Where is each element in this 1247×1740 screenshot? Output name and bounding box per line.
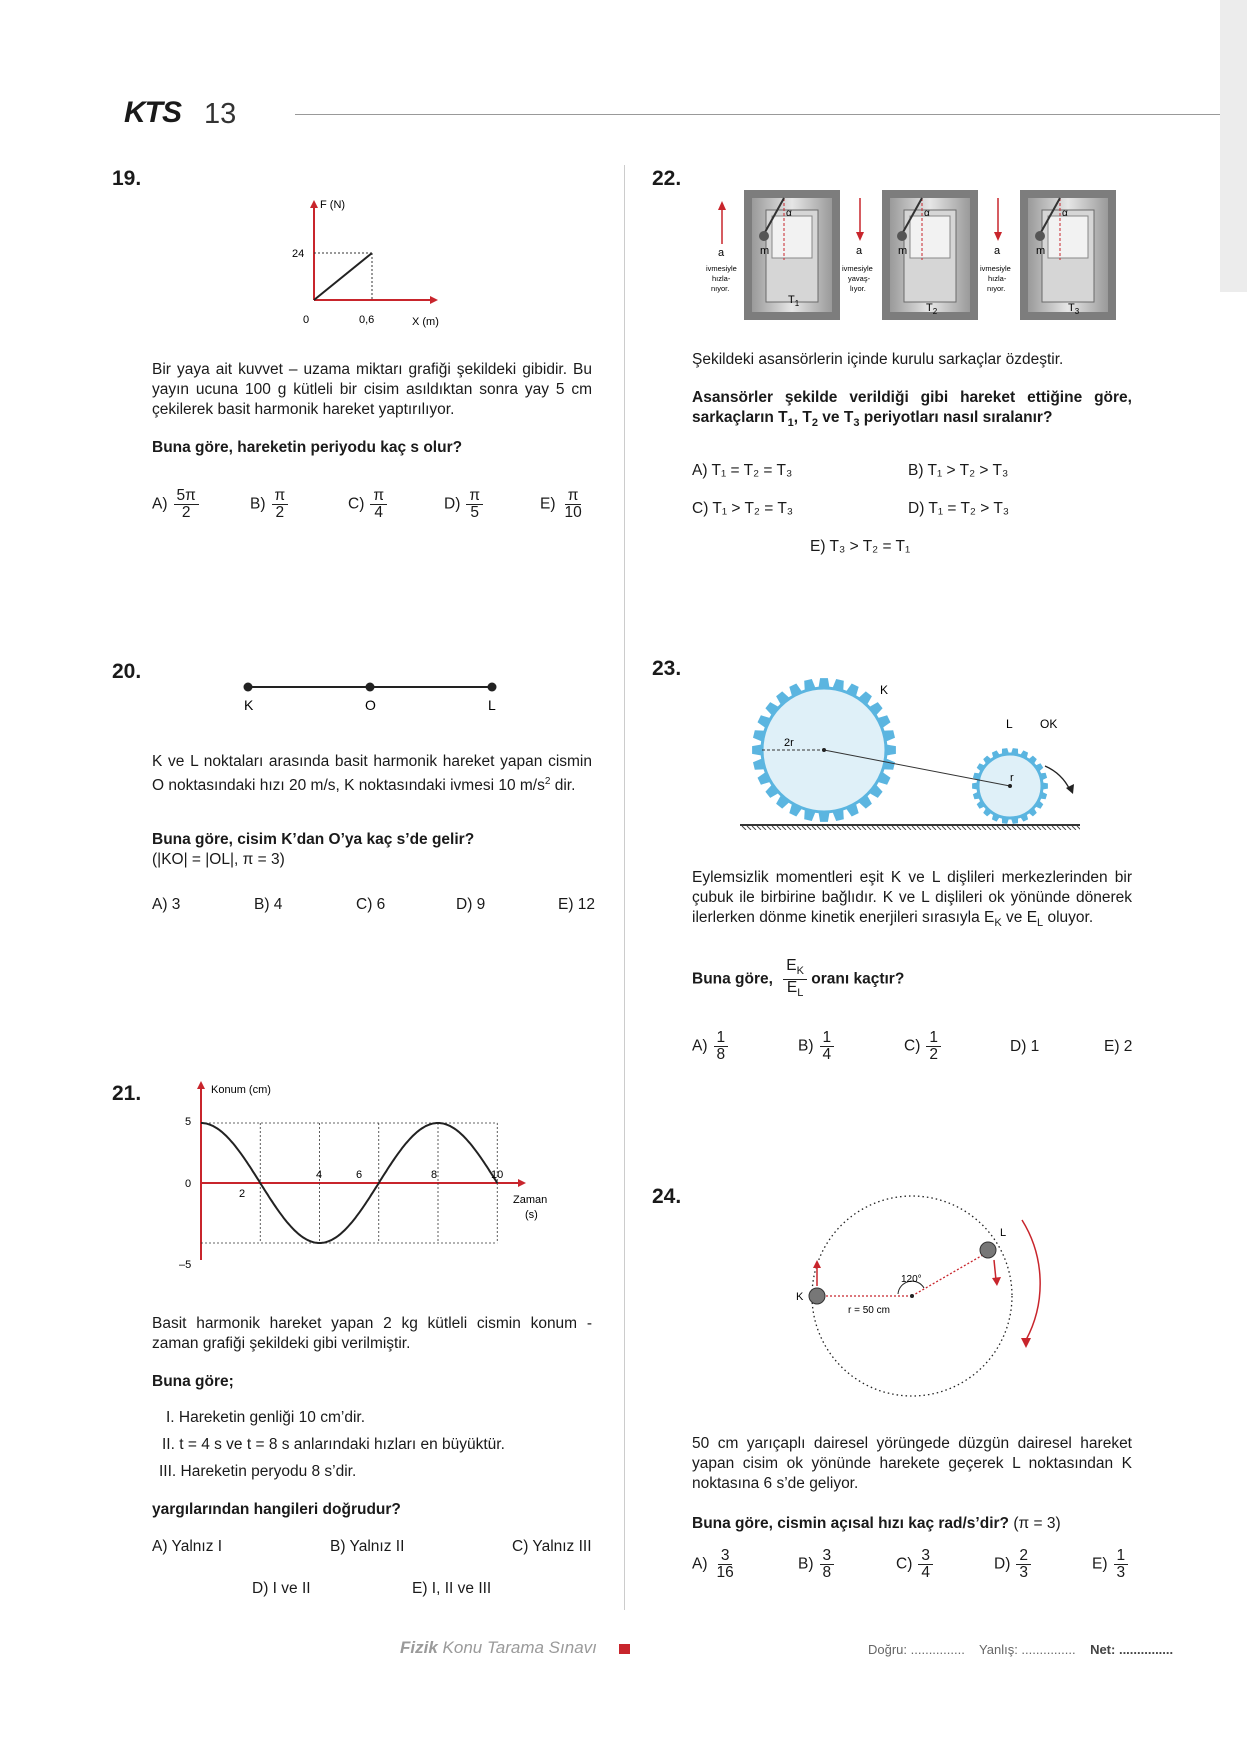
x-tick-2: 2 <box>239 1188 246 1200</box>
brand-logo: KTS <box>124 96 181 129</box>
question-number: 24. <box>652 1185 682 1208</box>
question-text: Şekildeki asansörlerin içinde kurulu sarkaçlar özdeştir. <box>692 351 1064 368</box>
hatch-line <box>757 826 761 830</box>
hatch-line <box>942 826 946 830</box>
point-k-label: K <box>244 697 254 713</box>
angle-label: 120° <box>901 1274 922 1285</box>
hatch-line <box>922 826 926 830</box>
column-divider <box>624 165 625 1610</box>
score-fields <box>868 1642 1173 1657</box>
hatch-line <box>852 826 856 830</box>
y-axis-label: F (N) <box>320 199 346 211</box>
hatch-line <box>892 826 896 830</box>
hatch-line <box>1047 826 1051 830</box>
elevators-figure <box>700 184 1140 324</box>
hatch-line <box>1072 826 1076 830</box>
option-e[interactable]: E) $\frac{1}{3}$ <box>1092 1548 1128 1581</box>
radius-k-label: 2r <box>784 737 794 749</box>
caption-1a: ivmesiyle <box>706 264 737 273</box>
options-q20 <box>152 896 596 918</box>
hatch-line <box>807 826 811 830</box>
option-c[interactable]: C) $\frac{\pi}{4}$ <box>348 488 387 521</box>
option-c[interactable]: C) 6 <box>356 896 386 913</box>
ok-label: OK <box>1040 717 1058 731</box>
hatch-line <box>862 826 866 830</box>
hatch-line <box>1027 826 1031 830</box>
question-text: Bir yaya ait kuvvet – uzama miktarı grafiği şekildeki gibidir. Bu yayın ucuna 100 g kütleli bir cisim asıldıktan sonra yay 5 cm çekilerek basit harmonik hareket yaptırılıyor. <box>152 361 592 418</box>
hatch-line <box>847 826 851 830</box>
hatch-line <box>827 826 831 830</box>
y-tick-neg5: –5 <box>179 1259 192 1271</box>
question-prompt: Buna göre, cisim K’dan O’ya kaç s’de gelir? <box>152 831 475 848</box>
accel-label-1: a <box>718 247 725 259</box>
footer-title: Fizik Konu Tarama Sınavı <box>400 1638 597 1657</box>
hatch-line <box>772 826 776 830</box>
period-label-3: $T_3$ <box>1068 302 1080 316</box>
hatch-line <box>837 826 841 830</box>
hatch-line <box>1067 826 1071 830</box>
option-a[interactable]: A) Yalnız I <box>152 1538 223 1555</box>
mass-label: m <box>760 245 770 257</box>
hatch-line <box>762 826 766 830</box>
hatch-line <box>747 826 751 830</box>
force-extension-graph <box>270 190 470 330</box>
hatch-line <box>797 826 801 830</box>
point-l-label: L <box>488 697 496 713</box>
x-tick-8: 8 <box>431 1169 438 1181</box>
hatch-line <box>947 826 951 830</box>
hatch-line <box>787 826 791 830</box>
statement-2: II. t = 4 s ve t = 8 s anlarındaki hızları en büyüktür. <box>162 1436 505 1453</box>
hatch-line <box>857 826 861 830</box>
angle-label: α <box>1062 208 1068 219</box>
caption-1c: nıyor. <box>711 284 730 293</box>
hatch-line <box>997 826 1001 830</box>
hatch-line <box>752 826 756 830</box>
x-axis-unit: (s) <box>525 1209 538 1221</box>
hatch-line <box>1022 826 1026 830</box>
hatch-line <box>832 826 836 830</box>
caption-3c: nıyor. <box>987 284 1006 293</box>
option-e[interactable]: E) 2 <box>1104 1038 1133 1055</box>
hatch-line <box>822 826 826 830</box>
mass-label: m <box>1036 245 1046 257</box>
elevator-1 <box>744 190 840 320</box>
wrong-field[interactable]: Yanlış: ............... <box>979 1642 1076 1657</box>
question-note: (|KO| = |OL|, π = 3) <box>152 851 285 868</box>
hatch-line <box>1077 826 1080 830</box>
hatch-line <box>987 826 991 830</box>
question-prompt: Asansörler şekilde verildiği gibi hareket ettiğine göre, sarkaçların $T_1$, $T_2$ ve $T_3$ periyotları nasıl sıralanır? <box>692 389 1132 430</box>
hatch-line <box>882 826 886 830</box>
hatch-line <box>1017 826 1021 830</box>
caption-3a: ivmesiyle <box>980 264 1011 273</box>
x-tick-6: 6 <box>356 1169 363 1181</box>
question-lead: Buna göre; <box>152 1373 234 1390</box>
hatch-line <box>867 826 871 830</box>
option-a[interactable]: A) $\frac{1}{8}$ <box>692 1030 728 1063</box>
hatch-line <box>812 826 816 830</box>
option-b[interactable]: B) $\frac{1}{4}$ <box>798 1030 834 1063</box>
option-d[interactable]: D) 9 <box>456 896 486 913</box>
option-e[interactable]: E) 12 <box>558 896 596 913</box>
point-k-label: K <box>796 1291 804 1303</box>
hatch-line <box>952 826 956 830</box>
period-label-1: $T_1$ <box>788 294 800 308</box>
side-tab <box>1220 0 1247 292</box>
hatch-line <box>1007 826 1011 830</box>
page-number: 13 <box>204 98 237 130</box>
hatch-line <box>777 826 781 830</box>
question-text: Basit harmonik hareket yapan 2 kg kütleli cismin konum - zaman grafiği şekildeki gibi verilmiştir. <box>152 1315 592 1352</box>
question-prompt: yargılarından hangileri doğrudur? <box>152 1501 401 1518</box>
question-number: 21. <box>112 1082 142 1105</box>
x-axis-label: Zaman <box>513 1194 548 1206</box>
option-d[interactable]: D) $\frac{\pi}{5}$ <box>444 488 483 521</box>
question-text: Eylemsizlik momentleri eşit K ve L dişlileri merkezlerinden bir çubuk ile birbirine bağlıdır. K ve L dişlileri ok yönünde dönerek ilerlerken dönme kinetik enerjileri sırasıyla $E_K$ ve $E_L$ oluyor. <box>692 869 1132 930</box>
angle-label: α <box>786 208 792 219</box>
hatch-line <box>792 826 796 830</box>
option-c[interactable]: C) $\frac{1}{2}$ <box>904 1030 941 1063</box>
question-text: K ve L noktaları arasında basit harmonik hareket yapan cismin O noktasındaki hızı 20 m/s, K noktasındaki ivmesi 10 $m/s^2$ dir. <box>152 753 592 795</box>
hatch-line <box>897 826 901 830</box>
question-number: 22. <box>652 167 682 190</box>
option-d[interactable]: D) I ve II <box>252 1580 311 1597</box>
hatch-line <box>767 826 771 830</box>
caption-2b: yavaş- <box>848 274 871 283</box>
option-d[interactable]: D) T₁ = T₂ > T₃ <box>908 500 1010 517</box>
option-b[interactable]: B) $\frac{\pi}{2}$ <box>250 488 288 521</box>
statement-3: III. Hareketin peryodu 8 s’dir. <box>159 1463 357 1480</box>
question-number: 23. <box>652 657 682 680</box>
point-o-label: O <box>365 697 376 713</box>
ground-hatch <box>742 826 1080 830</box>
elevator-3 <box>1020 190 1116 320</box>
option-b[interactable]: B) 4 <box>254 896 283 913</box>
hatch-line <box>742 826 746 830</box>
x-tick-4: 4 <box>316 1169 323 1181</box>
radius-label: r = 50 cm <box>848 1305 890 1316</box>
hatch-line <box>907 826 911 830</box>
question-prompt: Buna göre, hareketin periyodu kaç s olur? <box>152 439 463 456</box>
gears-figure <box>740 670 1080 830</box>
option-d[interactable]: D) $\frac{2}{3}$ <box>994 1548 1031 1581</box>
hatch-line <box>972 826 976 830</box>
statement-1: I. Hareketin genliği 10 cm’dir. <box>166 1409 366 1426</box>
hatch-line <box>1062 826 1066 830</box>
hatch-line <box>917 826 921 830</box>
hatch-line <box>962 826 966 830</box>
circular-orbit-figure <box>790 1190 1090 1410</box>
hatch-line <box>1012 826 1016 830</box>
y-tick-label: 24 <box>292 248 305 260</box>
option-a[interactable]: A) T₁ = T₂ = T₃ <box>692 462 793 479</box>
gear-l-label: L <box>1006 717 1013 731</box>
option-c[interactable]: C) T₁ > T₂ = T₃ <box>692 500 794 517</box>
hatch-line <box>1002 826 1006 830</box>
kol-line-figure <box>230 675 510 715</box>
accel-label-2: a <box>856 245 863 257</box>
x-tick-10: 10 <box>491 1169 504 1181</box>
correct-field[interactable]: Doğru: ............... <box>868 1642 965 1657</box>
elevator-2 <box>882 190 978 320</box>
options-q23 <box>692 1030 1132 1070</box>
hatch-line <box>912 826 916 830</box>
x-axis-label: X (m) <box>412 316 439 328</box>
option-a[interactable]: A) $\frac{3}{16}$ <box>692 1547 734 1581</box>
options-q24 <box>692 1548 1132 1588</box>
hatch-line <box>872 826 876 830</box>
option-b[interactable]: B) $\frac{3}{8}$ <box>798 1548 834 1581</box>
x-tick-label: 0,6 <box>359 314 375 326</box>
hatch-line <box>932 826 936 830</box>
header-rule <box>295 114 1220 115</box>
y-tick-0: 0 <box>185 1178 192 1190</box>
hatch-line <box>1042 826 1046 830</box>
period-label-2: $T_2$ <box>926 302 938 316</box>
hatch-line <box>1057 826 1061 830</box>
accel-label-3: a <box>994 245 1001 257</box>
hatch-line <box>817 826 821 830</box>
hatch-line <box>782 826 786 830</box>
option-b[interactable]: B) Yalnız II <box>330 1538 405 1555</box>
mass-label: m <box>898 245 908 257</box>
hatch-line <box>992 826 996 830</box>
option-a[interactable]: A) $\frac{5\pi}{2}$ <box>152 488 199 521</box>
caption-2c: lıyor. <box>850 284 866 293</box>
footer-mark <box>619 1644 630 1654</box>
caption-1b: hızla- <box>712 274 731 283</box>
option-a[interactable]: A) 3 <box>152 896 181 913</box>
option-c[interactable]: C) Yalnız III <box>512 1538 592 1555</box>
hatch-line <box>957 826 961 830</box>
option-e[interactable]: E) T₃ > T₂ = T₁ <box>810 538 911 555</box>
origin-label: 0 <box>303 314 310 326</box>
option-e[interactable]: E) $\frac{\pi}{10}$ <box>540 487 582 521</box>
hatch-line <box>977 826 981 830</box>
question-number: 20. <box>112 660 142 683</box>
hatch-line <box>1052 826 1056 830</box>
y-tick-5: 5 <box>185 1116 192 1128</box>
caption-2a: ivmesiyle <box>842 264 873 273</box>
caption-3b: hızla- <box>988 274 1007 283</box>
hatch-line <box>1037 826 1041 830</box>
options-q19 <box>152 488 592 528</box>
hatch-line <box>887 826 891 830</box>
option-b[interactable]: B) T₁ > T₂ > T₃ <box>908 462 1009 479</box>
option-d[interactable]: D) 1 <box>1010 1038 1040 1055</box>
hatch-line <box>902 826 906 830</box>
hatch-line <box>967 826 971 830</box>
question-prompt: Buna göre, cismin açısal hızı kaç rad/s’dir? (π = 3) <box>692 1515 1061 1532</box>
question-text: 50 cm yarıçaplı dairesel yörüngede düzgün dairesel hareket yapan cisim ok yönünde harekete geçerek L noktasından K noktasına 6 s’de geliyor. <box>692 1435 1132 1492</box>
y-axis-label: Konum (cm) <box>211 1084 271 1096</box>
hatch-line <box>877 826 881 830</box>
gear-k-label: K <box>880 683 889 697</box>
hatch-line <box>937 826 941 830</box>
option-e[interactable]: E) I, II ve III <box>412 1580 492 1597</box>
position-time-graph <box>175 1075 555 1275</box>
point-l-label: L <box>1000 1227 1007 1239</box>
hatch-line <box>982 826 986 830</box>
hatch-line <box>842 826 846 830</box>
hatch-line <box>1032 826 1036 830</box>
angle-label: α <box>924 208 930 219</box>
hatch-line <box>927 826 931 830</box>
question-number: 19. <box>112 167 142 190</box>
net-field[interactable]: Net: ............... <box>1090 1642 1174 1657</box>
hatch-line <box>802 826 806 830</box>
question-prompt: Buna göre, $\frac{E_K}{E_L}$ oranı kaçtır? <box>692 957 905 1000</box>
radius-l-label: r <box>1010 772 1014 784</box>
option-c[interactable]: C) $\frac{3}{4}$ <box>896 1548 933 1581</box>
